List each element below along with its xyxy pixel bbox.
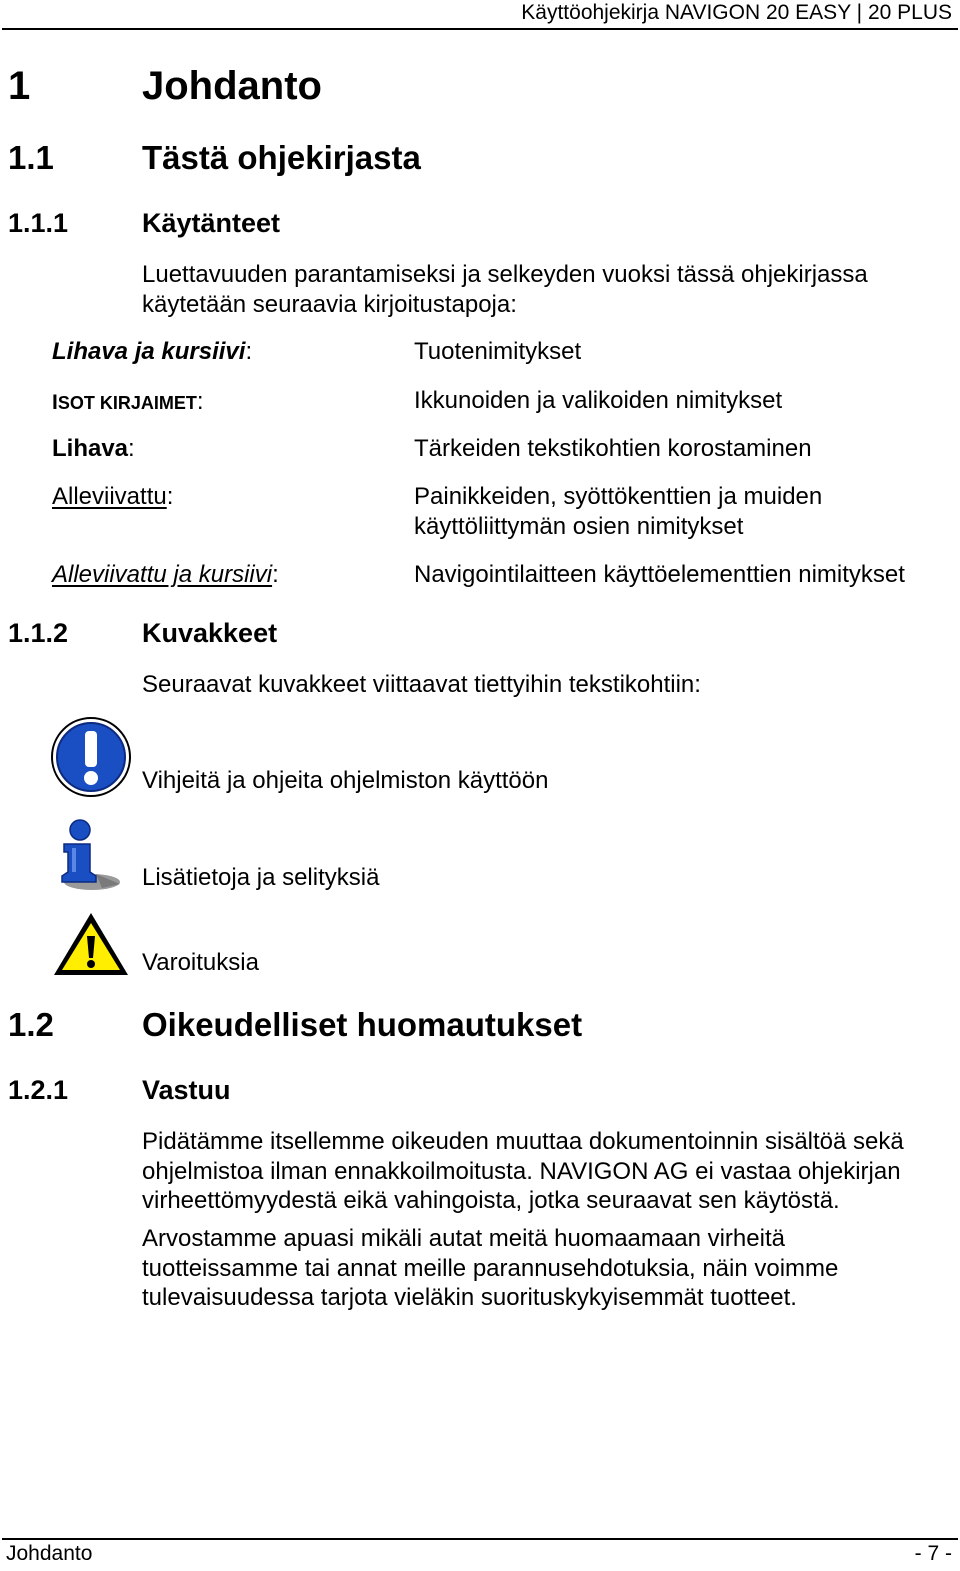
section-1-number: 1 [8, 64, 31, 108]
convention-desc: Ikkunoiden ja valikoiden nimitykset [414, 387, 783, 414]
section-1-1-1-number: 1.1.1 [8, 208, 69, 238]
convention-label [52, 435, 135, 463]
section-1-2-number: 1.2 [8, 1006, 54, 1043]
icon-desc-warning: Varoituksia [142, 949, 259, 976]
section-1-2-1-number: 1.2.1 [8, 1075, 69, 1105]
intro-line: Luettavuuden parantamiseksi ja selkeyden vuoksi tässä ohjekirjassa [142, 261, 868, 288]
warning-triangle-icon [52, 910, 130, 978]
convention-label [52, 483, 173, 511]
section-1-1-title: Tästä ohjekirjasta [142, 139, 421, 176]
conventions-intro [142, 260, 868, 319]
desc-line: Painikkeiden, syöttökenttien ja muiden [414, 483, 823, 510]
convention-label [52, 561, 279, 589]
footer-page-number: - 7 - [914, 1542, 952, 1565]
paragraph-line: tulevaisuudessa tarjota vieläkin suorituskykyisemmät tuotteet. [142, 1284, 797, 1311]
colon: : [196, 388, 204, 415]
paragraph-line: virheettömyydestä eikä vahingoista, jotka seuraavat sen käytöstä. [142, 1187, 840, 1214]
colon: : [245, 338, 253, 365]
paragraph-line: Pidätämme itsellemme oikeuden muuttaa dokumentoinnin sisältöä sekä [142, 1128, 904, 1155]
section-1-1-number: 1.1 [8, 139, 54, 176]
bold-italic-sample: Lihava ja kursiivi [52, 338, 246, 365]
convention-desc: Tärkeiden tekstikohtien korostaminen [414, 435, 812, 462]
section-1-2-title: Oikeudelliset huomautukset [142, 1006, 583, 1043]
intro-line: käytetään seuraavia kirjoitustapoja: [142, 290, 517, 318]
section-1-2-1-title: Vastuu [142, 1075, 231, 1105]
convention-desc: Navigointilaitteen käyttöelementtien nimitykset [414, 561, 905, 588]
icons-intro: Seuraavat kuvakkeet viittaavat tiettyihin tekstikohtiin: [142, 671, 701, 698]
liability-paragraph-2 [142, 1224, 838, 1313]
liability-paragraph-1 [142, 1127, 904, 1216]
paragraph-line: ohjelmistoa ilman ennakkoilmoitusta. NAVIGON AG ei vastaa ohjekirjan [142, 1157, 901, 1185]
underline-italic-sample: Alleviivattu ja kursiivi [52, 561, 273, 588]
footer-rule [2, 1538, 958, 1540]
small-caps-initial: I [52, 391, 58, 414]
convention-desc [414, 482, 822, 541]
colon: : [166, 483, 174, 510]
running-header: Käyttöohjekirja NAVIGON 20 EASY | 20 PLUS [521, 1, 952, 24]
small-caps-sample: SOT KIRJAIMET [57, 393, 197, 413]
colon: : [128, 435, 135, 462]
desc-line: käyttöliittymän osien nimitykset [414, 512, 744, 540]
section-1-1-2-number: 1.1.2 [8, 618, 69, 648]
colon: : [272, 561, 279, 588]
icon-desc-tips: Vihjeitä ja ohjeita ohjelmiston käyttöön [142, 767, 549, 794]
section-1-1-2-title: Kuvakkeet [142, 618, 278, 648]
section-1-1-1-title: Käytänteet [142, 208, 281, 238]
underline-sample: Alleviivattu [52, 483, 167, 510]
footer-chapter: Johdanto [6, 1542, 93, 1565]
paragraph-line: Arvostamme apuasi mikäli autat meitä huomaamaan virheitä [142, 1225, 785, 1252]
convention-label [52, 338, 252, 366]
header-rule [2, 28, 958, 30]
info-person-icon [56, 818, 122, 892]
icon-desc-info: Lisätietoja ja selityksiä [142, 864, 380, 891]
section-1-title: Johdanto [142, 64, 322, 108]
convention-label [52, 388, 204, 416]
exclamation-icon [50, 716, 132, 798]
paragraph-line: tuotteissamme tai annat meille parannusehdotuksia, näin voimme [142, 1254, 839, 1282]
bold-sample: Lihava [52, 435, 129, 462]
convention-desc: Tuotenimitykset [414, 338, 582, 365]
